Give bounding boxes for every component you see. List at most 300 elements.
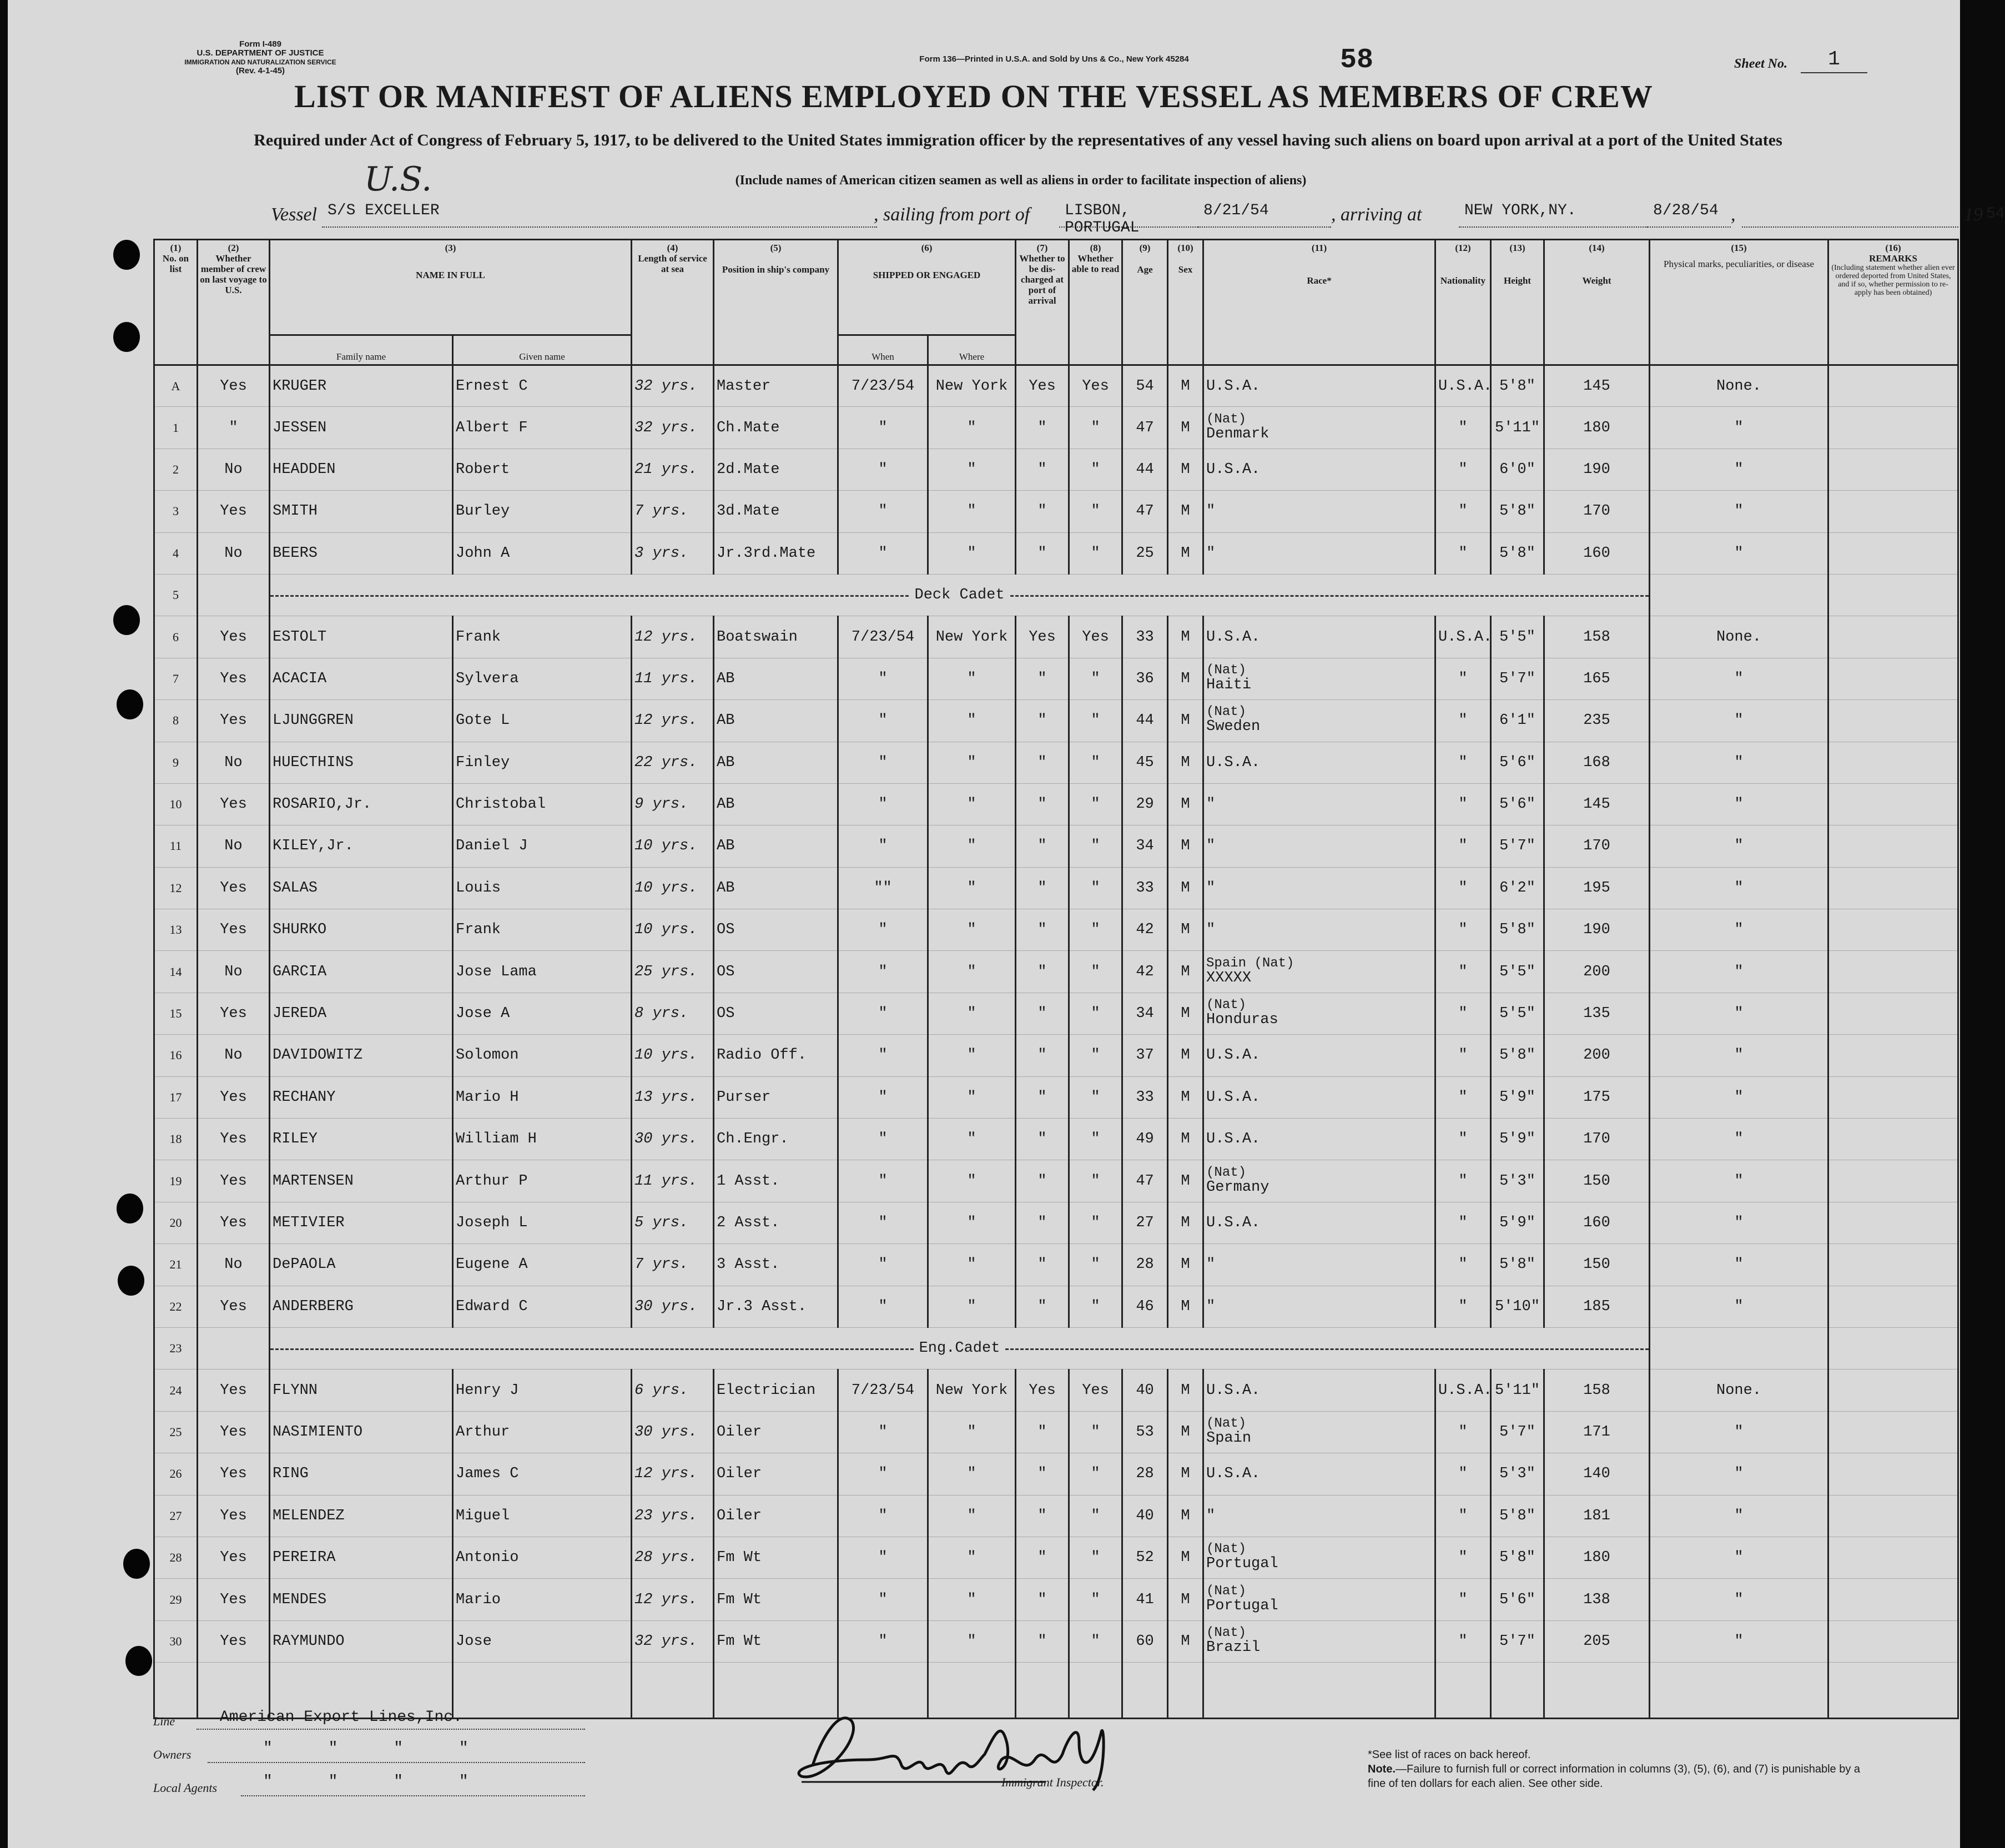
cell-where: " (928, 783, 1016, 825)
cell-last: No (198, 951, 270, 993)
cell-weight: 171 (1544, 1411, 1650, 1453)
row-number: 26 (154, 1453, 198, 1495)
cell-position: OS (714, 993, 838, 1034)
cell-last: No (198, 449, 270, 490)
cell-length: 30 yrs. (632, 1119, 714, 1160)
race-value: Spain (1206, 1429, 1252, 1447)
cell-race (1203, 491, 1435, 532)
race-value: XXXXX (1206, 969, 1252, 986)
cell-remarks (1828, 1579, 1958, 1620)
race-value: U.S.A. (1206, 754, 1261, 771)
cell-remarks (1828, 993, 1958, 1034)
cell-race (1203, 825, 1435, 867)
race-value: U.S.A. (1206, 1131, 1261, 1148)
cell-race (1203, 1035, 1435, 1076)
cell-last: Yes (198, 658, 270, 699)
cell-last: Yes (198, 783, 270, 825)
cell-marks: " (1650, 1286, 1828, 1327)
cell-read: Yes (1069, 616, 1122, 658)
cell-marks: " (1650, 700, 1828, 742)
cell-position: 1 Asst. (714, 1160, 838, 1202)
cell-position: 2 Asst. (714, 1202, 838, 1243)
header-where: Where (928, 335, 1016, 365)
cell-when: " (838, 1160, 928, 1202)
cell-age: 54 (1122, 365, 1168, 407)
cell-nationality: " (1435, 658, 1491, 699)
table-row (154, 1119, 1958, 1160)
cell-where: " (928, 532, 1016, 574)
cell-race (1203, 1620, 1435, 1662)
header-remarks: (16) REMARKS (Including statement whether alien ever ordered deported from United States, and if so, whether permission to re-apply has been obtained) (1828, 240, 1958, 365)
cell-read: " (1069, 1202, 1122, 1243)
cell-marks: " (1650, 867, 1828, 909)
table-row (154, 365, 1958, 407)
cell-where: New York (928, 1369, 1016, 1411)
cell-weight: 170 (1544, 1119, 1650, 1160)
arriving-label: , arriving at (1331, 204, 1422, 225)
row-number: 25 (154, 1411, 198, 1453)
cell-read: " (1069, 1495, 1122, 1537)
cell-length: 11 yrs. (632, 1160, 714, 1202)
cell-disch: " (1016, 1160, 1069, 1202)
cell-height: 5'6" (1491, 783, 1544, 825)
table-row (154, 742, 1958, 783)
cell-family: JESSEN (270, 407, 453, 449)
cell-marks: " (1650, 1579, 1828, 1620)
cell-given: Gote L (453, 700, 632, 742)
table-row (154, 1620, 1958, 1662)
cell-position: Electrician (714, 1369, 838, 1411)
cell-where: " (928, 1160, 1016, 1202)
table-row (154, 407, 1958, 449)
cell-position: AB (714, 825, 838, 867)
row-number: 21 (154, 1244, 198, 1286)
cell-weight: 190 (1544, 909, 1650, 951)
cell-when: " (838, 783, 928, 825)
binder-hole (113, 605, 140, 635)
cell-sex: M (1168, 449, 1203, 490)
table-row (154, 1202, 1958, 1243)
cell-disch: Yes (1016, 616, 1069, 658)
cell-last: Yes (198, 700, 270, 742)
cell-family: NASIMIENTO (270, 1411, 453, 1453)
cell-sex: M (1168, 1076, 1203, 1118)
cell-given: Eugene A (453, 1244, 632, 1286)
cell-when: " (838, 449, 928, 490)
cell-weight: 165 (1544, 658, 1650, 699)
cell-last: No (198, 532, 270, 574)
header-physical: (15) Physical marks, peculiarities, or disease (1650, 240, 1828, 365)
cell-marks: " (1650, 783, 1828, 825)
cell-weight: 150 (1544, 1244, 1650, 1286)
cell-position: Fm Wt (714, 1579, 838, 1620)
cell-when: 7/23/54 (838, 1369, 928, 1411)
cell-marks: " (1650, 1411, 1828, 1453)
cell-where: " (928, 700, 1016, 742)
cell-given: Joseph L (453, 1202, 632, 1243)
cell-age: 40 (1122, 1369, 1168, 1411)
vessel-label: Vessel (271, 204, 318, 225)
cell-remarks (1828, 867, 1958, 909)
cell-age: 25 (1122, 532, 1168, 574)
cell-given: Ernest C (453, 365, 632, 407)
table-row (154, 1076, 1958, 1118)
cell-marks: " (1650, 951, 1828, 993)
row-number: 15 (154, 993, 198, 1034)
cell-family: ANDERBERG (270, 1286, 453, 1327)
cell-given: Albert F (453, 407, 632, 449)
cell-where: " (928, 909, 1016, 951)
cell-marks: " (1650, 532, 1828, 574)
cell-family: MELENDEZ (270, 1495, 453, 1537)
cell-read: " (1069, 1076, 1122, 1118)
cell-position: Radio Off. (714, 1035, 838, 1076)
race-value: Brazil (1206, 1639, 1261, 1656)
cell-marks: " (1650, 658, 1828, 699)
cell-weight: 145 (1544, 365, 1650, 407)
cell-weight: 150 (1544, 1160, 1650, 1202)
cell-age: 53 (1122, 1411, 1168, 1453)
race-naturalized: (Nat) (1206, 1583, 1247, 1599)
race-value: " (1206, 922, 1216, 939)
cell-where: " (928, 993, 1016, 1034)
cell-race (1203, 1076, 1435, 1118)
cell-last: No (198, 825, 270, 867)
cell-sex: M (1168, 1620, 1203, 1662)
cell-race (1203, 1495, 1435, 1537)
form-identifier (144, 40, 377, 75)
cell-weight: 145 (1544, 783, 1650, 825)
row-number: 30 (154, 1620, 198, 1662)
cell-remarks (1828, 951, 1958, 993)
cell-disch: " (1016, 951, 1069, 993)
cell-remarks (1828, 742, 1958, 783)
cell-last: Yes (198, 1160, 270, 1202)
header-height: (13) Height (1491, 240, 1544, 365)
cell-height: 5'9" (1491, 1202, 1544, 1243)
cell-when: " (838, 658, 928, 699)
cell-family: METIVIER (270, 1202, 453, 1243)
table-row (154, 951, 1958, 993)
row-number: 11 (154, 825, 198, 867)
cell-marks: " (1650, 1453, 1828, 1495)
cell-weight: 175 (1544, 1076, 1650, 1118)
cell-disch: " (1016, 658, 1069, 699)
cell-marks: None. (1650, 1369, 1828, 1411)
cell-remarks (1828, 1369, 1958, 1411)
cell-marks: " (1650, 1537, 1828, 1578)
cell-race (1203, 1244, 1435, 1286)
cell-family: ACACIA (270, 658, 453, 699)
sheet-number: 1 (1801, 48, 1867, 73)
cell-last: Yes (198, 1411, 270, 1453)
cell-sex: M (1168, 532, 1203, 574)
cell-read: " (1069, 1620, 1122, 1662)
cell-disch: " (1016, 532, 1069, 574)
cell-sex: M (1168, 365, 1203, 407)
cell-height: 5'7" (1491, 658, 1544, 699)
cell-where: " (928, 658, 1016, 699)
cell-read: " (1069, 1244, 1122, 1286)
cell-age: 42 (1122, 909, 1168, 951)
cell-read: " (1069, 491, 1122, 532)
cell-length: 30 yrs. (632, 1411, 714, 1453)
cell-marks: " (1650, 1495, 1828, 1537)
cell-age: 52 (1122, 1537, 1168, 1578)
cell-position: OS (714, 909, 838, 951)
cell-disch: " (1016, 783, 1069, 825)
cell-remarks (1828, 532, 1958, 574)
cell-position: Fm Wt (714, 1537, 838, 1578)
cell-age: 41 (1122, 1579, 1168, 1620)
cell-where: " (928, 1453, 1016, 1495)
cell-nationality: " (1435, 1579, 1491, 1620)
header-discharged: (7) Whether to be dis-charged at port of arrival (1016, 240, 1069, 365)
cell-disch: " (1016, 1453, 1069, 1495)
cell-last: Yes (198, 1369, 270, 1411)
race-value: Germany (1206, 1179, 1270, 1196)
cell-position: AB (714, 783, 838, 825)
owners-value: " " " " (263, 1740, 468, 1757)
cell-read: " (1069, 1411, 1122, 1453)
cell-race (1203, 951, 1435, 993)
cell-when: 7/23/54 (838, 616, 928, 658)
table-row (154, 993, 1958, 1034)
cell-weight: 140 (1544, 1453, 1650, 1495)
cell-height: 5'3" (1491, 1453, 1544, 1495)
cell-remarks (1828, 1035, 1958, 1076)
cell-nationality: " (1435, 1160, 1491, 1202)
race-value: U.S.A. (1206, 1382, 1261, 1399)
cell-nationality: U.S.A. (1435, 1369, 1491, 1411)
cell-nationality: " (1435, 1495, 1491, 1537)
cell-race (1203, 1411, 1435, 1453)
cell-height: 5'5" (1491, 616, 1544, 658)
cell-where: " (928, 1620, 1016, 1662)
race-value: " (1206, 838, 1216, 855)
cell-remarks (1828, 407, 1958, 449)
table-row (154, 491, 1958, 532)
cell-weight: 235 (1544, 700, 1650, 742)
cell-age: 47 (1122, 491, 1168, 532)
race-value: U.S.A. (1206, 461, 1261, 478)
sailing-label: , sailing from port of (874, 204, 1030, 225)
cell-sex: M (1168, 1244, 1203, 1286)
cell-family: SALAS (270, 867, 453, 909)
cell-race (1203, 1160, 1435, 1202)
handwritten-note: U.S. (364, 160, 432, 199)
cell-where: " (928, 742, 1016, 783)
cell-last: Yes (198, 1286, 270, 1327)
row-number: 2 (154, 449, 198, 490)
cell-family: KRUGER (270, 365, 453, 407)
cell-marks: " (1650, 1076, 1828, 1118)
section-separator (270, 574, 1650, 616)
cell-length: 23 yrs. (632, 1495, 714, 1537)
cell-race (1203, 1537, 1435, 1578)
cell-last: Yes (198, 1076, 270, 1118)
cell-where: " (928, 1537, 1016, 1578)
cell-where: " (928, 825, 1016, 867)
cell-position: 3d.Mate (714, 491, 838, 532)
cell-position: Jr.3rd.Mate (714, 532, 838, 574)
cell-length: 22 yrs. (632, 742, 714, 783)
cell-position: Boatswain (714, 616, 838, 658)
cell-weight: 190 (1544, 449, 1650, 490)
cell-sex: M (1168, 783, 1203, 825)
cell-race (1203, 532, 1435, 574)
race-value: Sweden (1206, 718, 1261, 736)
cell-when: " (838, 407, 928, 449)
cell-height: 5'8" (1491, 491, 1544, 532)
row-number: 9 (154, 742, 198, 783)
cell-length: 6 yrs. (632, 1369, 714, 1411)
cell-length: 12 yrs. (632, 700, 714, 742)
cell-position: 2d.Mate (714, 449, 838, 490)
cell-family: FLYNN (270, 1369, 453, 1411)
table-row (154, 1327, 1958, 1369)
cell-given: Daniel J (453, 825, 632, 867)
cell-last: Yes (198, 1119, 270, 1160)
cell-remarks (1828, 1244, 1958, 1286)
cell-nationality: " (1435, 1411, 1491, 1453)
cell-sex: M (1168, 700, 1203, 742)
race-value: Honduras (1206, 1011, 1278, 1029)
cell-remarks (1828, 1495, 1958, 1537)
form-title: LIST OR MANIFEST OF ALIENS EMPLOYED ON THE VESSEL AS MEMBERS OF CREW (294, 78, 1653, 114)
separator-label: Eng.Cadet (915, 1340, 1005, 1357)
cell-sex: M (1168, 1495, 1203, 1537)
table-row (154, 1579, 1958, 1620)
cell-sex: M (1168, 825, 1203, 867)
cell-remarks (1828, 365, 1958, 407)
form-number: Form I-489 (239, 39, 281, 49)
cell-given: Finley (453, 742, 632, 783)
voyage-line: Vessel S/S EXCELLER , sailing from port of LISBON, PORTUGAL 8/21/54 , arriving at NEW YORK,NY. 8/28/54 , 19 54 (271, 202, 2005, 236)
cell-disch: " (1016, 1495, 1069, 1537)
cell-given: Robert (453, 449, 632, 490)
cell-family: MARTENSEN (270, 1160, 453, 1202)
row-number: 27 (154, 1495, 198, 1537)
cell-age: 34 (1122, 993, 1168, 1034)
cell-where: " (928, 1495, 1016, 1537)
cell-marks: " (1650, 1202, 1828, 1243)
cell-disch: " (1016, 1620, 1069, 1662)
cell-weight: 160 (1544, 1202, 1650, 1243)
race-value: " (1206, 1507, 1216, 1524)
race-naturalized: (Nat) (1206, 1165, 1247, 1180)
cell-nationality: " (1435, 1537, 1491, 1578)
cell-height: 5'5" (1491, 951, 1544, 993)
cell-length: 10 yrs. (632, 867, 714, 909)
cell-where: " (928, 1411, 1016, 1453)
cell-family: ROSARIO,Jr. (270, 783, 453, 825)
header-length: (4) Length of service at sea (632, 240, 714, 365)
cell-sex: M (1168, 1202, 1203, 1243)
cell-nationality: " (1435, 1202, 1491, 1243)
cell-sex: M (1168, 1537, 1203, 1578)
cell-length: 12 yrs. (632, 1579, 714, 1620)
cell-last: Yes (198, 1495, 270, 1537)
cell-race (1203, 1286, 1435, 1327)
row-number: 20 (154, 1202, 198, 1243)
cell-given: Jose Lama (453, 951, 632, 993)
cell-where: New York (928, 616, 1016, 658)
race-value: U.S.A. (1206, 1466, 1261, 1483)
cell-nationality: " (1435, 1453, 1491, 1495)
cell-where: " (928, 1286, 1016, 1327)
cell-disch: Yes (1016, 365, 1069, 407)
cell-nationality: U.S.A. (1435, 616, 1491, 658)
cell-nationality: " (1435, 491, 1491, 532)
cell-family: RING (270, 1453, 453, 1495)
cell-where: " (928, 951, 1016, 993)
race-value: " (1206, 1256, 1216, 1273)
cell-height: 5'11" (1491, 407, 1544, 449)
cell-weight: 200 (1544, 1035, 1650, 1076)
cell-position: AB (714, 742, 838, 783)
departure-port: LISBON, PORTUGAL (1059, 202, 1198, 228)
cell-last: Yes (198, 1453, 270, 1495)
cell-read: " (1069, 1286, 1122, 1327)
cell-position: Oiler (714, 1495, 838, 1537)
table-row (154, 1537, 1958, 1578)
cell-disch: " (1016, 993, 1069, 1034)
cell-marks: " (1650, 993, 1828, 1034)
row-number: 18 (154, 1119, 198, 1160)
sheet-label: Sheet No. (1734, 57, 1787, 71)
agents-label: Local Agents (153, 1781, 218, 1795)
cell-length: 9 yrs. (632, 783, 714, 825)
cell-position: Ch.Engr. (714, 1119, 838, 1160)
cell-where: " (928, 1244, 1016, 1286)
cell-nationality: " (1435, 1076, 1491, 1118)
race-naturalized: (Nat) (1206, 1625, 1247, 1640)
race-value: U.S.A. (1206, 1089, 1261, 1106)
cell-age: 28 (1122, 1453, 1168, 1495)
cell-nationality: " (1435, 909, 1491, 951)
cell-length: 21 yrs. (632, 449, 714, 490)
cell-height: 5'7" (1491, 1411, 1544, 1453)
header-when: When (838, 335, 928, 365)
cell-disch: " (1016, 1411, 1069, 1453)
race-value: U.S.A. (1206, 1215, 1261, 1231)
cell-given: Christobal (453, 783, 632, 825)
table-row (154, 825, 1958, 867)
cell-family: PEREIRA (270, 1537, 453, 1578)
cell-race (1203, 407, 1435, 449)
cell-read: " (1069, 742, 1122, 783)
race-value: U.S.A. (1206, 377, 1261, 395)
cell-where: New York (928, 365, 1016, 407)
row-number: 24 (154, 1369, 198, 1411)
year-prefix: 19 (1964, 204, 1983, 225)
row-number: 23 (154, 1327, 198, 1369)
cell-weight: 170 (1544, 825, 1650, 867)
cell-read: " (1069, 532, 1122, 574)
cell-given: Frank (453, 616, 632, 658)
cell-read: " (1069, 1160, 1122, 1202)
cell-given: Arthur (453, 1411, 632, 1453)
cell-sex: M (1168, 491, 1203, 532)
cell-nationality: " (1435, 993, 1491, 1034)
cell-where: " (928, 1202, 1016, 1243)
cell-weight: 138 (1544, 1579, 1650, 1620)
section-separator (270, 1327, 1650, 1369)
binder-hole (117, 1194, 143, 1223)
race-value: " (1206, 796, 1216, 813)
cell-height: 5'8" (1491, 532, 1544, 574)
